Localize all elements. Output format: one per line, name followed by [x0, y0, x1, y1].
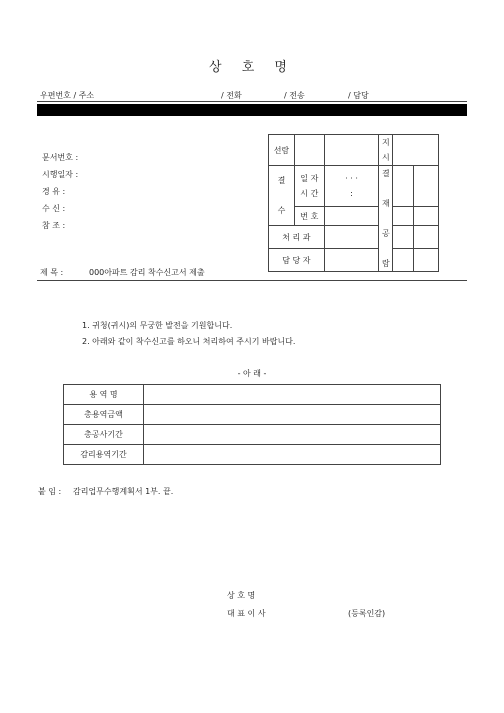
- details-row-label: 총용역금액: [64, 405, 144, 425]
- phone-label: / 전화: [221, 91, 242, 100]
- gyeol-su-label: 결 수: [269, 166, 295, 226]
- footer-company: 상 호 명: [227, 591, 256, 600]
- details-row-value: [144, 385, 441, 405]
- below-heading: - 아 래 -: [237, 369, 267, 378]
- approval-cell: [414, 206, 439, 225]
- approval-cell: [414, 249, 439, 272]
- number-cell: [324, 206, 379, 225]
- issue-date-label: 시행일자 :: [42, 170, 79, 179]
- seonram-cell: [294, 135, 324, 166]
- details-row-label: 감리용역기간: [64, 445, 144, 465]
- doc-number-label: 문서번호 :: [42, 153, 79, 162]
- approval-cell: [393, 226, 414, 249]
- seonram-label: 선람: [269, 135, 295, 166]
- attachment-text: 감리업무수행계획서 1부. 끝.: [73, 487, 174, 496]
- details-row-value: [144, 445, 441, 465]
- approval-stamp-box: [268, 134, 439, 272]
- attachment-label: 붙 임 :: [38, 487, 62, 496]
- gyeoljae-gonglam-label: 결 재 공 람: [379, 166, 393, 272]
- in-charge-label: 담 당 자: [269, 249, 325, 272]
- subject-rule: [37, 280, 467, 281]
- zip-address-label: 우편번호 / 주소: [40, 91, 95, 100]
- date-time-cell: · · · :: [324, 166, 379, 207]
- header-black-bar: [37, 104, 467, 116]
- details-row-label: 총공사기간: [64, 425, 144, 445]
- reference-label: 참 조 :: [42, 221, 66, 230]
- number-label: 번 호: [294, 206, 324, 225]
- footer-seal: (등록인감): [348, 609, 386, 618]
- fax-label: / 전송: [284, 91, 305, 100]
- approval-cell: [414, 166, 439, 207]
- approval-cell: [393, 206, 414, 225]
- processing-dept-cell: [324, 226, 379, 249]
- footer-ceo: 대 표 이 사: [227, 609, 266, 618]
- seonram-cell-2: [324, 135, 379, 166]
- approval-cell: [414, 226, 439, 249]
- approval-cell: [393, 249, 414, 272]
- via-label: 경 유 :: [42, 187, 66, 196]
- details-row-label: 용 역 명: [64, 385, 144, 405]
- body-line-1: 1. 귀청(귀시)의 무궁한 발전을 기원합니다.: [82, 321, 233, 330]
- processing-dept-label: 처 리 과: [269, 226, 325, 249]
- details-row-value: [144, 425, 441, 445]
- date-time-label: 일 자 시 간: [294, 166, 324, 207]
- jisi-cell: [393, 135, 439, 166]
- header-rule: [37, 101, 467, 102]
- details-table: [63, 384, 441, 465]
- subject-text: 000아파트 감리 착수신고서 제출: [89, 268, 205, 277]
- in-charge-cell: [324, 249, 379, 272]
- details-row-value: [144, 405, 441, 425]
- body-line-2: 2. 아래와 같이 착수신고를 하오니 처리하여 주시기 바랍니다.: [82, 337, 296, 346]
- document-title: 상 호 명: [209, 60, 295, 75]
- recipient-label: 수 신 :: [42, 204, 66, 213]
- jisi-label: 지 시: [379, 135, 393, 166]
- subject-label: 제 목 :: [40, 268, 64, 277]
- manager-label: / 담당: [348, 91, 369, 100]
- approval-cell: [393, 166, 414, 207]
